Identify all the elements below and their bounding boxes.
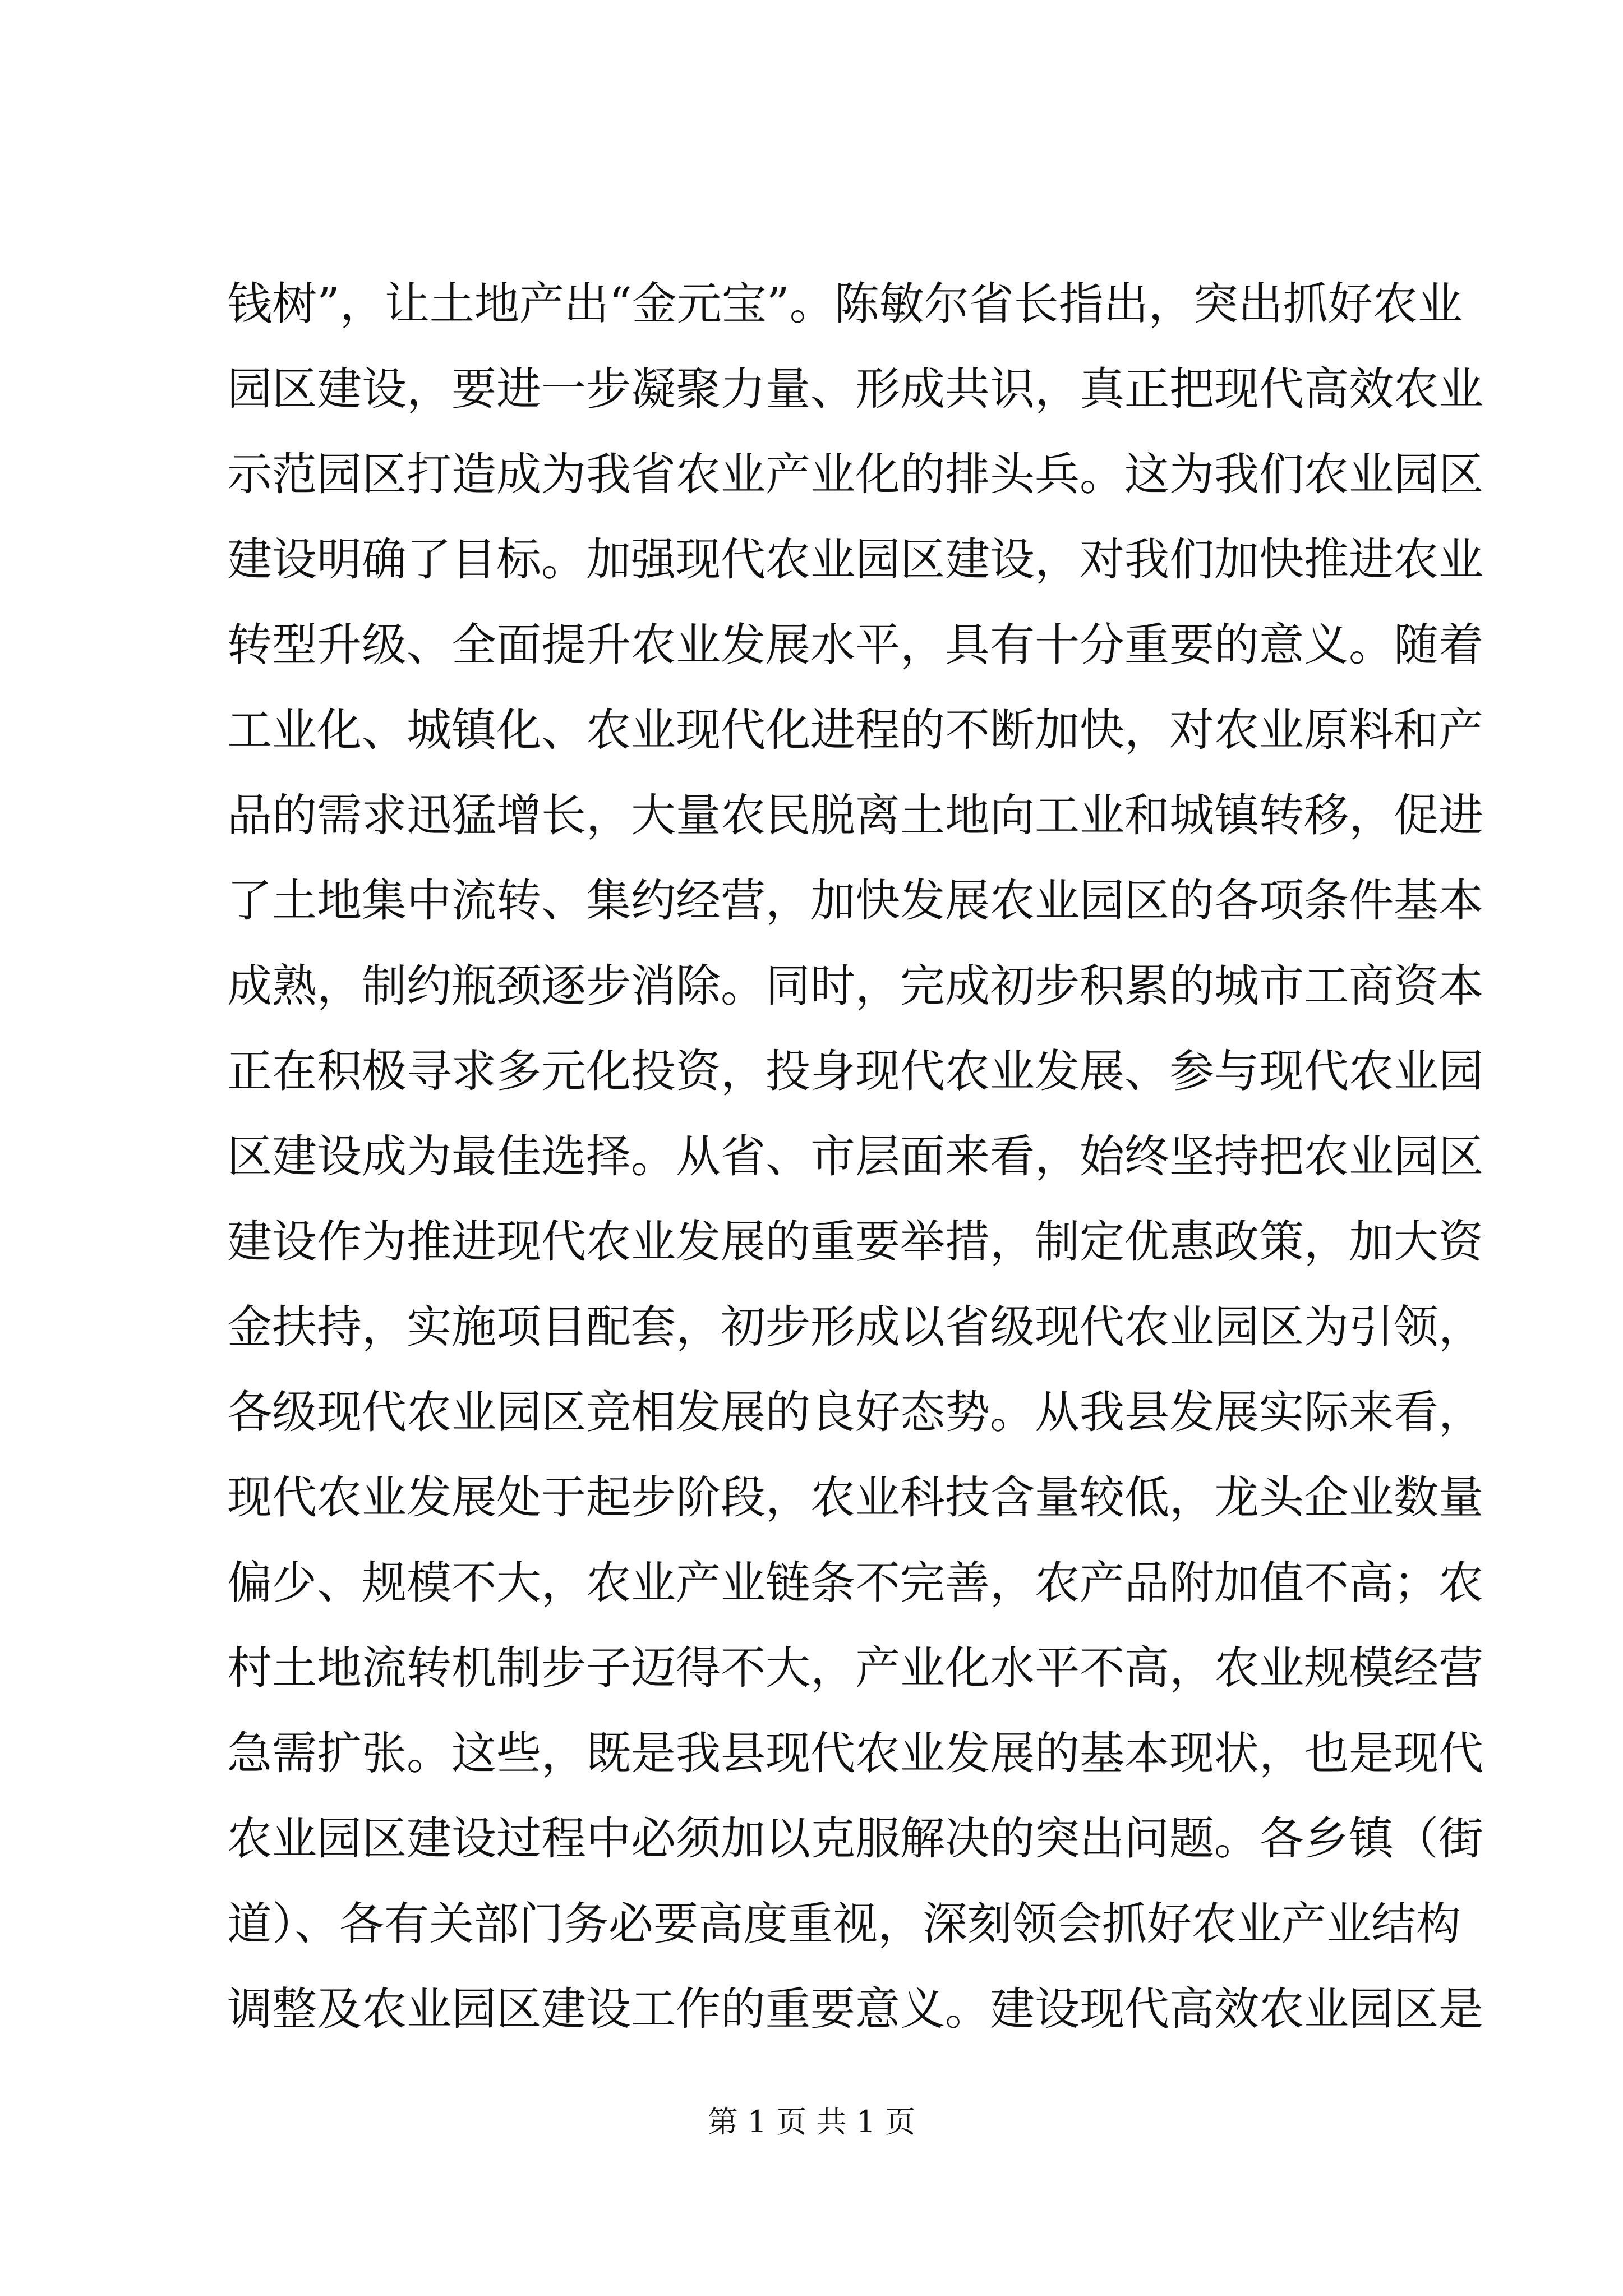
text-line: 偏少、规模不大，农业产业链条不完善，农产品附加值不高；农 [227, 1557, 1483, 1609]
text-line: 各级现代农业园区竞相发展的良好态势。从我县发展实际来看， [227, 1386, 1483, 1438]
text-line: 了土地集中流转、集约经营，加快发展农业园区的各项条件基本 [227, 875, 1483, 927]
text-line: 现代农业发展处于起步阶段，农业科技含量较低，龙头企业数量 [227, 1471, 1483, 1524]
text-line: 村土地流转机制步子迈得不大，产业化水平不高，农业规模经营 [227, 1642, 1483, 1694]
text-line: 园区建设，要进一步凝聚力量、形成共识，真正把现代高效农业 [227, 363, 1483, 415]
text-line: 示范园区打造成为我省农业产业化的排头兵。这为我们农业园区 [227, 448, 1483, 500]
text-line: 建设明确了目标。加强现代农业园区建设，对我们加快推进农业 [227, 533, 1483, 586]
text-line: 正在积极寻求多元化投资，投身现代农业发展、参与现代农业园 [227, 1045, 1483, 1097]
text-line: 道）、各有关部门务必要高度重视，深刻领会抓好农业产业结构 [227, 1898, 1461, 1950]
text-line: 急需扩张。这些，既是我县现代农业发展的基本现状，也是现代 [227, 1727, 1483, 1779]
text-line: 成熟，制约瓶颈逐步消除。同时，完成初步积累的城市工商资本 [227, 960, 1483, 1012]
page-number-footer: 第 1 页 共 1 页 [707, 2104, 916, 2139]
text-line: 金扶持，实施项目配套，初步形成以省级现代农业园区为引领， [227, 1301, 1483, 1353]
text-line: 工业化、城镇化、农业现代化进程的不断加快，对农业原料和产 [227, 704, 1483, 756]
body-paragraph [227, 261, 1483, 2052]
text-line: 农业园区建设过程中必须加以克服解决的突出问题。各乡镇（街 [227, 1812, 1483, 1865]
text-line: 品的需求迅猛增长，大量农民脱离土地向工业和城镇转移，促进 [227, 789, 1483, 841]
text-line: 区建设成为最佳选择。从省、市层面来看，始终坚持把农业园区 [227, 1130, 1483, 1182]
text-line: 建设作为推进现代农业发展的重要举措，制定优惠政策，加大资 [227, 1216, 1483, 1268]
text-line: 转型升级、全面提升农业发展水平，具有十分重要的意义。随着 [227, 619, 1483, 671]
text-line: 调整及农业园区建设工作的重要意义。建设现代高效农业园区是 [227, 1983, 1483, 2035]
text-line: 钱树”，让土地产出“金元宝”。陈敏尔省长指出，突出抓好农业 [227, 278, 1463, 330]
